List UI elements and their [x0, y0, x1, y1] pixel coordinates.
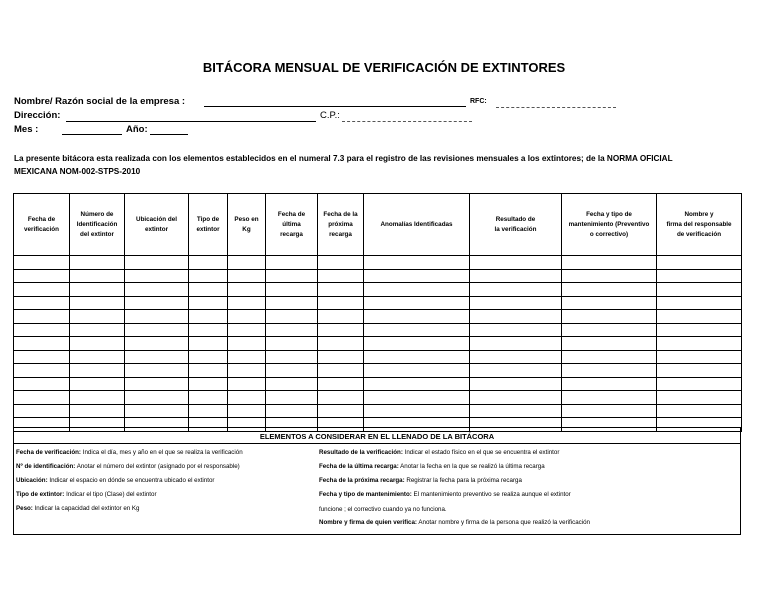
table-cell[interactable]: [266, 323, 318, 337]
guide-item-label: Resultado de la verificación:: [319, 449, 403, 456]
table-cell[interactable]: [657, 337, 742, 351]
cp-field[interactable]: [342, 121, 472, 122]
anio-label: Año:: [126, 124, 148, 135]
table-cell[interactable]: [189, 296, 228, 310]
table-cell[interactable]: [562, 323, 657, 337]
table-row: [14, 323, 742, 337]
table-cell[interactable]: [364, 364, 470, 378]
column-header: [266, 194, 318, 256]
table-cell[interactable]: [189, 310, 228, 324]
table-cell[interactable]: [14, 283, 70, 297]
column-header: [70, 194, 125, 256]
guide-item-label: Fecha de la última recarga:: [319, 463, 399, 470]
table-row: [14, 269, 742, 283]
table-cell[interactable]: [364, 350, 470, 364]
empresa-field[interactable]: [204, 106, 466, 107]
intro-paragraph: [14, 152, 734, 178]
filling-guide-title: ELEMENTOS A CONSIDERAR EN EL LLENADO DE LA BITÁCORA: [259, 432, 495, 441]
table-cell[interactable]: [470, 323, 562, 337]
table-cell[interactable]: [189, 391, 228, 405]
table-cell[interactable]: [364, 283, 470, 297]
guide-item-text: Indicar el estado físico en el que se encuentra el extintor: [402, 449, 560, 456]
filling-guide-box: [13, 427, 741, 535]
column-header: [562, 194, 657, 256]
table-cell[interactable]: [125, 283, 189, 297]
column-header: [125, 194, 189, 256]
table-cell[interactable]: [70, 296, 125, 310]
table-cell[interactable]: [318, 269, 364, 283]
table-cell[interactable]: [228, 377, 266, 391]
table-cell[interactable]: [318, 404, 364, 418]
table-cell[interactable]: [189, 256, 228, 270]
table-cell[interactable]: [364, 256, 470, 270]
table-cell[interactable]: [657, 323, 742, 337]
table-row: [14, 391, 742, 405]
document-title: BITÁCORA MENSUAL DE VERIFICACIÓN DE EXTINTORES: [202, 60, 566, 75]
table-cell[interactable]: [125, 350, 189, 364]
guide-item-label: Tipo de extintor:: [16, 491, 65, 498]
verification-log-table: [13, 193, 742, 432]
table-cell[interactable]: [657, 377, 742, 391]
table-cell[interactable]: [562, 269, 657, 283]
column-header-line: Kg: [242, 225, 251, 233]
table-cell[interactable]: [125, 269, 189, 283]
table-cell[interactable]: [266, 404, 318, 418]
column-header: [364, 194, 470, 256]
table-cell[interactable]: [228, 337, 266, 351]
table-cell[interactable]: [562, 256, 657, 270]
table-cell[interactable]: [228, 323, 266, 337]
table-cell[interactable]: [70, 310, 125, 324]
table-cell[interactable]: [470, 391, 562, 405]
guide-item-label: Fecha de la próxima recarga:: [319, 477, 405, 484]
table-cell[interactable]: [189, 269, 228, 283]
table-cell[interactable]: [562, 404, 657, 418]
divider: [14, 443, 740, 444]
table-cell[interactable]: [470, 337, 562, 351]
table-cell[interactable]: [562, 391, 657, 405]
table-cell[interactable]: [470, 296, 562, 310]
table-cell[interactable]: [228, 296, 266, 310]
table-cell[interactable]: [318, 283, 364, 297]
guide-item: [319, 519, 590, 526]
rfc-field[interactable]: [496, 107, 616, 108]
table-cell[interactable]: [125, 377, 189, 391]
table-cell[interactable]: [364, 404, 470, 418]
column-header-line: próxima: [328, 220, 353, 228]
column-header-line: firma del responsable: [666, 220, 732, 228]
column-header-line: recarga: [280, 230, 303, 238]
guide-item: [319, 506, 447, 513]
table-cell[interactable]: [266, 256, 318, 270]
guide-item: [319, 449, 559, 456]
table-cell[interactable]: [189, 337, 228, 351]
column-header-line: Peso en: [234, 215, 259, 223]
table-cell[interactable]: [318, 364, 364, 378]
column-header-line: la verificación: [494, 225, 537, 233]
table-cell[interactable]: [189, 404, 228, 418]
table-cell[interactable]: [364, 337, 470, 351]
table-cell[interactable]: [657, 391, 742, 405]
table-cell[interactable]: [70, 391, 125, 405]
table-cell[interactable]: [228, 283, 266, 297]
table-cell[interactable]: [470, 310, 562, 324]
cp-label: C.P.:: [320, 110, 340, 121]
column-header: [14, 194, 70, 256]
guide-item-text: Indica el día, mes y año en el que se realiza la verificación: [81, 449, 243, 456]
table-cell[interactable]: [14, 337, 70, 351]
column-header-line: Número de: [80, 210, 114, 218]
guide-item: [16, 449, 243, 456]
table-cell[interactable]: [657, 256, 742, 270]
table-cell[interactable]: [318, 391, 364, 405]
table-cell[interactable]: [125, 323, 189, 337]
table-row: [14, 283, 742, 297]
anio-field[interactable]: [150, 134, 188, 135]
column-header-line: extintor: [196, 225, 220, 233]
table-cell[interactable]: [125, 391, 189, 405]
table-cell[interactable]: [364, 310, 470, 324]
table-cell[interactable]: [70, 283, 125, 297]
table-cell[interactable]: [562, 364, 657, 378]
table-row: [14, 296, 742, 310]
table-cell[interactable]: [470, 269, 562, 283]
column-header-line: verificación: [24, 225, 59, 233]
table-cell[interactable]: [318, 350, 364, 364]
table-cell[interactable]: [470, 377, 562, 391]
table-cell[interactable]: [14, 364, 70, 378]
direccion-field[interactable]: [66, 121, 316, 122]
table-cell[interactable]: [562, 283, 657, 297]
column-header-line: de verificación: [676, 230, 722, 238]
column-header-line: Identificación: [76, 220, 118, 228]
mes-label: Mes :: [14, 124, 39, 135]
table-cell[interactable]: [266, 269, 318, 283]
column-header-line: extintor: [144, 225, 169, 233]
guide-item-text: Indicar el espacio en dónde se encuentra ubicado el extintor: [47, 477, 215, 484]
column-header: [318, 194, 364, 256]
table-cell[interactable]: [562, 296, 657, 310]
table-cell[interactable]: [364, 323, 470, 337]
table-cell[interactable]: [318, 323, 364, 337]
column-header-line: Fecha y tipo de: [586, 210, 632, 218]
table-cell[interactable]: [657, 350, 742, 364]
table-cell[interactable]: [14, 377, 70, 391]
column-header-line: o correctivo): [589, 230, 629, 238]
table-cell[interactable]: [318, 377, 364, 391]
column-header-line: Nombre y: [684, 210, 714, 218]
table-cell[interactable]: [14, 350, 70, 364]
table-cell[interactable]: [364, 296, 470, 310]
column-header-line: Tipo de: [196, 215, 220, 223]
rfc-label: RFC:: [470, 98, 487, 105]
table-cell[interactable]: [657, 269, 742, 283]
guide-item-label: Fecha y tipo de mantenimiento:: [319, 491, 412, 498]
table-row: [14, 404, 742, 418]
table-cell[interactable]: [657, 364, 742, 378]
table-cell[interactable]: [470, 404, 562, 418]
column-header-line: Ubicación del: [136, 215, 177, 223]
guide-item-label: Ubicación:: [16, 477, 48, 484]
table-cell[interactable]: [228, 256, 266, 270]
table-row: [14, 337, 742, 351]
column-header: [189, 194, 228, 256]
table-cell[interactable]: [125, 256, 189, 270]
guide-item-text: Anotar el número del extintor (asignado por el responsable): [75, 463, 240, 470]
table-cell[interactable]: [70, 256, 125, 270]
guide-item: [16, 505, 140, 512]
table-cell[interactable]: [266, 283, 318, 297]
table-row: [14, 350, 742, 364]
table-cell[interactable]: [228, 269, 266, 283]
table-cell[interactable]: [14, 296, 70, 310]
table-cell[interactable]: [70, 269, 125, 283]
guide-item-text: Anotar la fecha en la que se realizó la última recarga: [398, 463, 545, 470]
table-cell[interactable]: [364, 377, 470, 391]
column-header: [657, 194, 742, 256]
table-cell[interactable]: [70, 323, 125, 337]
table-cell[interactable]: [364, 269, 470, 283]
table-cell[interactable]: [14, 391, 70, 405]
guide-item-label: Fecha de verificación:: [16, 449, 81, 456]
table-cell[interactable]: [189, 364, 228, 378]
guide-item-label: Peso:: [16, 505, 33, 512]
table-cell[interactable]: [70, 364, 125, 378]
table-cell[interactable]: [125, 296, 189, 310]
table-row: [14, 310, 742, 324]
guide-item: [16, 463, 240, 470]
table-cell[interactable]: [657, 296, 742, 310]
guide-item-text: El mantenimiento preventivo se realiza aunque el extintor: [411, 491, 571, 498]
column-header-line: mantenimiento (Preventivo: [568, 220, 650, 228]
table-cell[interactable]: [228, 364, 266, 378]
guide-item: [16, 477, 214, 484]
mes-field[interactable]: [62, 134, 122, 135]
column-header-line: Fecha de: [277, 210, 306, 218]
guide-item-text: Anotar nombre y firma de la persona que realizó la verificación: [417, 519, 590, 526]
table-cell[interactable]: [70, 377, 125, 391]
table-cell[interactable]: [125, 337, 189, 351]
guide-item-text: funcione ; el correctivo cuando ya no funciona.: [319, 506, 447, 513]
table-cell[interactable]: [125, 310, 189, 324]
table-cell[interactable]: [189, 377, 228, 391]
table-cell[interactable]: [189, 283, 228, 297]
table-cell[interactable]: [14, 404, 70, 418]
table-cell[interactable]: [470, 350, 562, 364]
table-cell[interactable]: [562, 350, 657, 364]
table-row: [14, 377, 742, 391]
column-header: [470, 194, 562, 256]
table-cell[interactable]: [70, 337, 125, 351]
table-cell[interactable]: [318, 310, 364, 324]
guide-item-label: Nombre y firma de quien verifica:: [319, 519, 417, 526]
direccion-label: Dirección:: [14, 110, 61, 121]
guide-item-text: Registrar la fecha para la próxima recarga: [404, 477, 522, 484]
table-cell[interactable]: [125, 364, 189, 378]
table-cell[interactable]: [228, 350, 266, 364]
table-cell[interactable]: [318, 337, 364, 351]
table-cell[interactable]: [14, 310, 70, 324]
table-cell[interactable]: [562, 310, 657, 324]
column-header-line: Fecha de: [27, 215, 56, 223]
table-cell[interactable]: [364, 391, 470, 405]
table-cell[interactable]: [125, 404, 189, 418]
table-cell[interactable]: [657, 310, 742, 324]
guide-item: [319, 477, 522, 484]
column-header-line: recarga: [329, 230, 352, 238]
table-body: [14, 256, 742, 432]
table-cell[interactable]: [14, 323, 70, 337]
table-header-row: [14, 194, 742, 256]
table-cell[interactable]: [70, 350, 125, 364]
intro-line: La presente bitácora esta realizada con los elementos establecidos en el numeral 7.3 para el registro de las revisiones mensuales a los extintores; de la NORMA OFICIAL: [14, 154, 673, 163]
column-header-line: Resultado de: [495, 215, 536, 223]
guide-item-label: Nº de identificación:: [16, 463, 76, 470]
table-cell[interactable]: [266, 310, 318, 324]
table-cell[interactable]: [266, 377, 318, 391]
guide-item: [16, 491, 157, 498]
column-header-line: del extintor: [80, 230, 114, 238]
table-cell[interactable]: [562, 337, 657, 351]
guide-item-text: Indicar el tipo (Clase) del extintor: [64, 491, 157, 498]
intro-line: MEXICANA NOM-002-STPS-2010: [14, 167, 141, 176]
table-cell[interactable]: [318, 296, 364, 310]
table-cell[interactable]: [318, 256, 364, 270]
table-cell[interactable]: [228, 404, 266, 418]
table-cell[interactable]: [470, 256, 562, 270]
table-cell[interactable]: [562, 377, 657, 391]
table-cell[interactable]: [470, 283, 562, 297]
guide-item-text: Indicar la capacidad del extintor en Kg: [32, 505, 140, 512]
table-cell[interactable]: [266, 364, 318, 378]
table-cell[interactable]: [228, 310, 266, 324]
guide-item: [319, 463, 545, 470]
empresa-label: Nombre/ Razón social de la empresa :: [14, 96, 186, 107]
table-cell[interactable]: [14, 269, 70, 283]
table-row: [14, 256, 742, 270]
table-cell[interactable]: [266, 391, 318, 405]
column-header-line: Anomalías Identificadas: [380, 220, 453, 228]
column-header-line: Fecha de la: [323, 210, 358, 218]
table-cell[interactable]: [657, 404, 742, 418]
table-cell[interactable]: [189, 323, 228, 337]
table-cell[interactable]: [657, 283, 742, 297]
table-cell[interactable]: [189, 350, 228, 364]
table-cell[interactable]: [14, 256, 70, 270]
guide-item: [319, 491, 571, 498]
column-header: [228, 194, 266, 256]
table-cell[interactable]: [266, 296, 318, 310]
table-cell[interactable]: [228, 391, 266, 405]
table-cell[interactable]: [266, 337, 318, 351]
table-cell[interactable]: [70, 404, 125, 418]
table-cell[interactable]: [266, 350, 318, 364]
table-cell[interactable]: [470, 364, 562, 378]
table-row: [14, 364, 742, 378]
column-header-line: última: [282, 220, 301, 228]
